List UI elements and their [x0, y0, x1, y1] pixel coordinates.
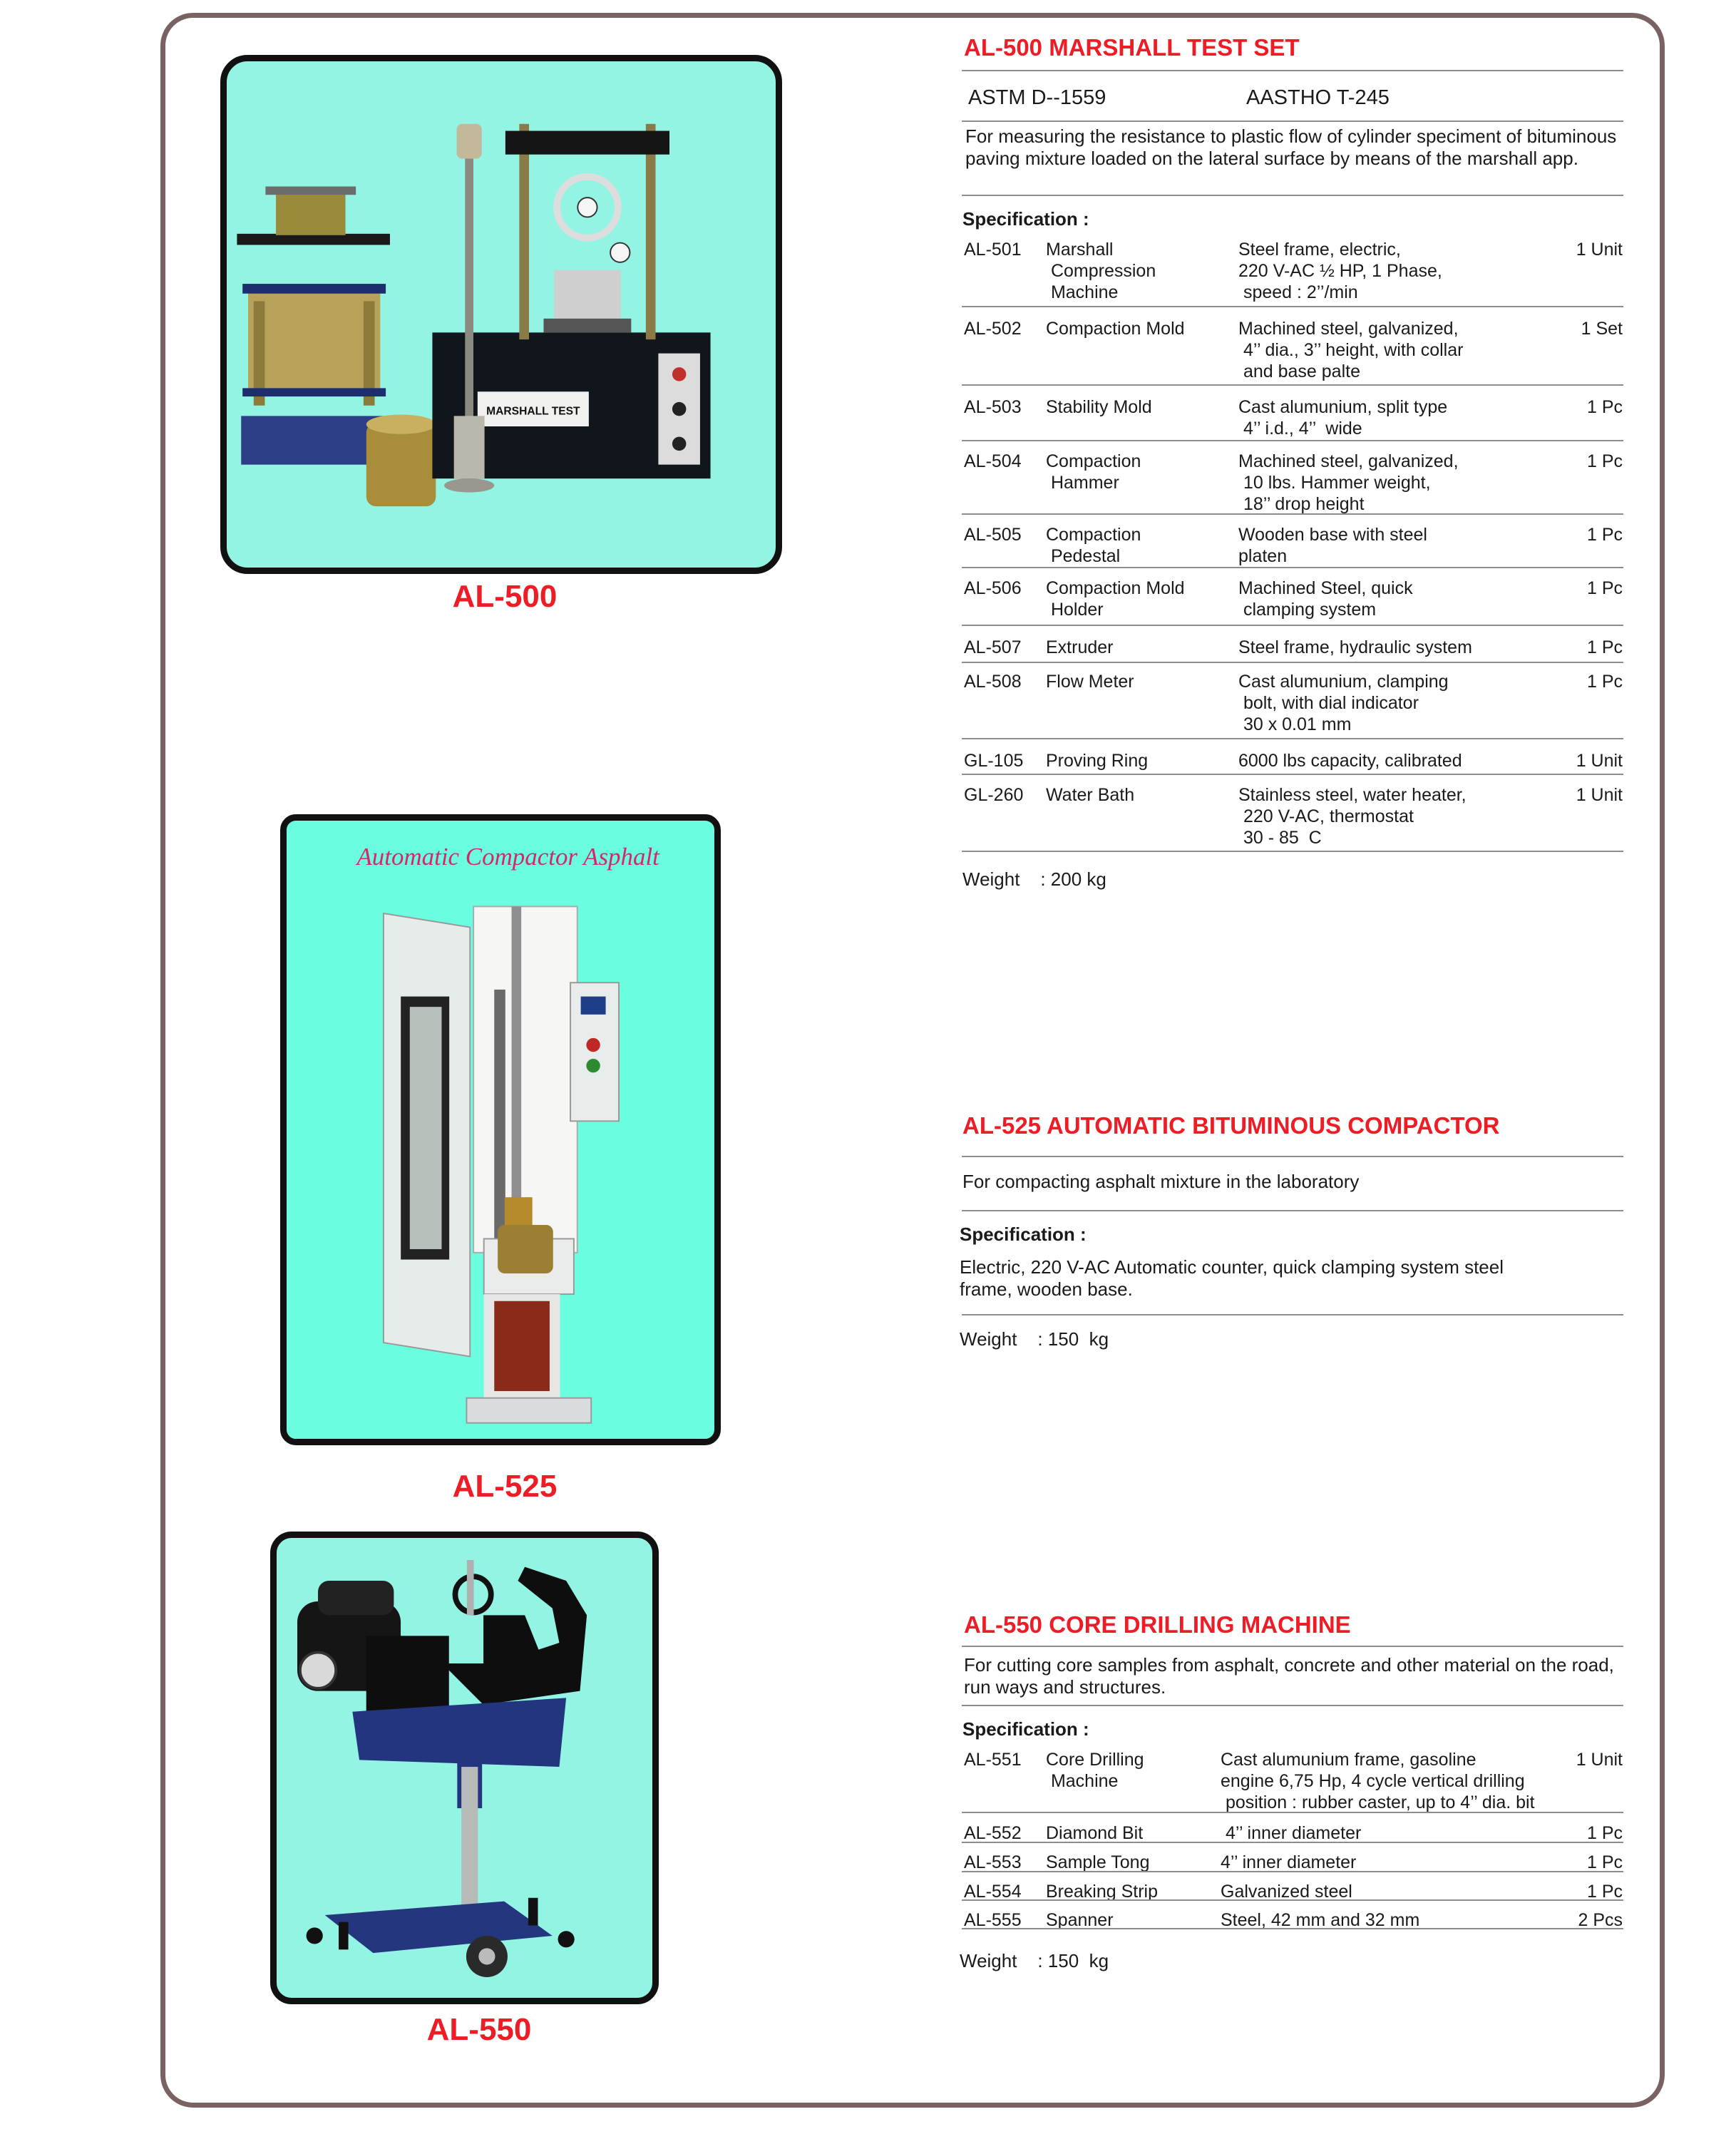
s500-code: AL-506 [964, 578, 1022, 598]
divider [962, 120, 1623, 122]
s500-name: Flow Meter [1046, 672, 1134, 692]
al525-spec-text: Electric, 220 V-AC Automatic counter, quick clamping system steel frame, wooden base. [960, 1256, 1504, 1300]
s500-code: GL-105 [964, 751, 1024, 771]
s550-desc: 4’’ inner diameter [1221, 1823, 1362, 1843]
s500-name: Water Bath [1046, 785, 1135, 805]
al500-astm: ASTM D--1559 [968, 86, 1106, 109]
divider [962, 567, 1623, 568]
cabinet-label: MARSHALL TEST [486, 405, 580, 418]
s550-desc: 4’’ inner diameter [1221, 1852, 1357, 1872]
al550-caption: AL-550 [426, 2012, 532, 2047]
al500-caption: AL-500 [452, 579, 558, 614]
al500-weight: Weight : 200 kg [962, 868, 1106, 890]
divider [962, 195, 1623, 196]
s500-desc: Cast alumunium, clamping bolt, with dial indicator 30 x 0.01 mm [1238, 672, 1449, 734]
al550-description: For cutting core samples from asphalt, concrete and other material on the road, run ways and structures. [964, 1654, 1614, 1698]
al550-weight: Weight : 150 kg [960, 1950, 1109, 1971]
s500-qty: 1 Pc [1586, 637, 1623, 657]
al525-description: For compacting asphalt mixture in the laboratory [962, 1171, 1360, 1192]
divider [962, 440, 1623, 441]
s500-name: Stability Mold [1046, 397, 1152, 417]
divider [962, 774, 1623, 775]
divider [962, 513, 1623, 515]
s550-name: Sample Tong [1046, 1852, 1150, 1872]
s500-code: AL-504 [964, 451, 1022, 471]
al525-caption: AL-525 [452, 1469, 558, 1504]
s500-name: Compaction Hammer [1046, 451, 1141, 493]
s550-name: Breaking Strip [1046, 1882, 1159, 1902]
s500-desc: Stainless steel, water heater, 220 V-AC, thermostat 30 - 85 C [1238, 785, 1467, 848]
al500-photo [220, 55, 782, 574]
core-drilling-machine-image [277, 1538, 652, 1998]
photo-title: Automatic Compactor Asphalt [356, 843, 659, 871]
s500-code: AL-502 [964, 319, 1022, 339]
s550-code: AL-553 [964, 1852, 1022, 1872]
divider [962, 306, 1623, 307]
s500-code: GL-260 [964, 785, 1024, 805]
divider [962, 1646, 1623, 1647]
s550-name: Spanner [1046, 1910, 1114, 1930]
s550-code: AL-552 [964, 1823, 1022, 1843]
s500-qty: 1 Unit [1576, 785, 1623, 805]
s500-code: AL-503 [964, 397, 1022, 417]
s500-name: Extruder [1046, 637, 1114, 657]
s550-desc: Steel, 42 mm and 32 mm [1221, 1910, 1420, 1930]
al500-description: For measuring the resistance to plastic flow of cylinder speciment of bituminous paving mixture loaded on the lateral surface by means of the marshall app. [965, 125, 1617, 169]
divider [962, 1871, 1623, 1872]
s500-code: AL-505 [964, 525, 1022, 545]
s500-name: Compaction Mold Holder [1046, 578, 1185, 620]
divider [962, 1812, 1623, 1813]
divider [962, 384, 1623, 386]
s550-code: AL-554 [964, 1882, 1022, 1902]
divider [962, 1314, 1623, 1315]
divider [962, 1705, 1623, 1706]
divider [962, 70, 1623, 71]
s550-name: Diamond Bit [1046, 1823, 1144, 1843]
s500-code: AL-507 [964, 637, 1022, 657]
s550-code: AL-555 [964, 1910, 1022, 1930]
s550-code: AL-551 [964, 1750, 1022, 1770]
s500-desc: Cast alumunium, split type 4’’ i.d., 4’’ wide [1238, 397, 1448, 438]
al525-weight: Weight : 150 kg [960, 1328, 1109, 1350]
s500-qty: 1 Pc [1586, 525, 1623, 545]
al550-title: AL-550 CORE DRILLING MACHINE [964, 1611, 1351, 1638]
s550-qty: 1 Pc [1586, 1852, 1623, 1872]
s550-desc: Cast alumunium frame, gasoline engine 6,75 Hp, 4 cycle vertical drilling position : rubber caster, up to 4’’ dia. bit [1221, 1750, 1535, 1812]
divider [962, 1156, 1623, 1157]
s500-qty: 1 Unit [1576, 240, 1623, 260]
s500-name: Proving Ring [1046, 751, 1149, 771]
divider [962, 1899, 1623, 1901]
s500-qty: 1 Pc [1586, 578, 1623, 598]
al500-spec-label: Specification : [962, 208, 1089, 230]
s550-name: Core Drilling Machine [1046, 1750, 1144, 1791]
s500-desc: Wooden base with steel platen [1238, 525, 1427, 566]
marshall-test-set-image [227, 61, 776, 568]
al550-spec-label: Specification : [962, 1718, 1089, 1740]
al525-title: AL-525 AUTOMATIC BITUMINOUS COMPACTOR [962, 1112, 1500, 1139]
divider [962, 851, 1623, 852]
s500-qty: 1 Pc [1586, 451, 1623, 471]
divider [962, 1842, 1623, 1843]
s500-qty: 1 Pc [1586, 397, 1623, 417]
s500-desc: Steel frame, hydraulic system [1238, 637, 1472, 657]
divider [962, 625, 1623, 626]
divider [962, 738, 1623, 739]
al550-photo [270, 1532, 659, 2004]
s500-qty: 1 Set [1581, 319, 1623, 339]
s550-qty: 2 Pcs [1578, 1910, 1623, 1930]
s500-desc: Machined Steel, quick clamping system [1238, 578, 1413, 620]
divider [962, 1928, 1623, 1929]
s550-desc: Galvanized steel [1221, 1882, 1352, 1902]
s550-qty: 1 Pc [1586, 1882, 1623, 1902]
s500-desc: 6000 lbs capacity, calibrated [1238, 751, 1462, 771]
s500-qty: 1 Unit [1576, 751, 1623, 771]
s550-qty: 1 Pc [1586, 1823, 1623, 1843]
s500-name: Compaction Mold [1046, 319, 1185, 339]
s500-qty: 1 Pc [1586, 672, 1623, 692]
s500-name: Marshall Compression Machine [1046, 240, 1156, 302]
s500-desc: Machined steel, galvanized, 4’’ dia., 3’’ height, with collar and base palte [1238, 319, 1464, 381]
s500-code: AL-508 [964, 672, 1022, 692]
divider [962, 1210, 1623, 1211]
al525-spec-label: Specification : [960, 1224, 1087, 1245]
s500-code: AL-501 [964, 240, 1022, 260]
s500-name: Compaction Pedestal [1046, 525, 1141, 566]
al500-aastho: AASTHO T-245 [1246, 86, 1390, 109]
s500-desc: Steel frame, electric, 220 V-AC ½ HP, 1 Phase, speed : 2’’/min [1238, 240, 1442, 302]
automatic-compactor-image [287, 821, 714, 1439]
al525-photo [280, 814, 721, 1445]
s550-qty: 1 Unit [1576, 1750, 1623, 1770]
s500-desc: Machined steel, galvanized, 10 lbs. Hammer weight, 18’’ drop height [1238, 451, 1459, 514]
divider [962, 662, 1623, 663]
al500-title: AL-500 MARSHALL TEST SET [964, 34, 1300, 61]
